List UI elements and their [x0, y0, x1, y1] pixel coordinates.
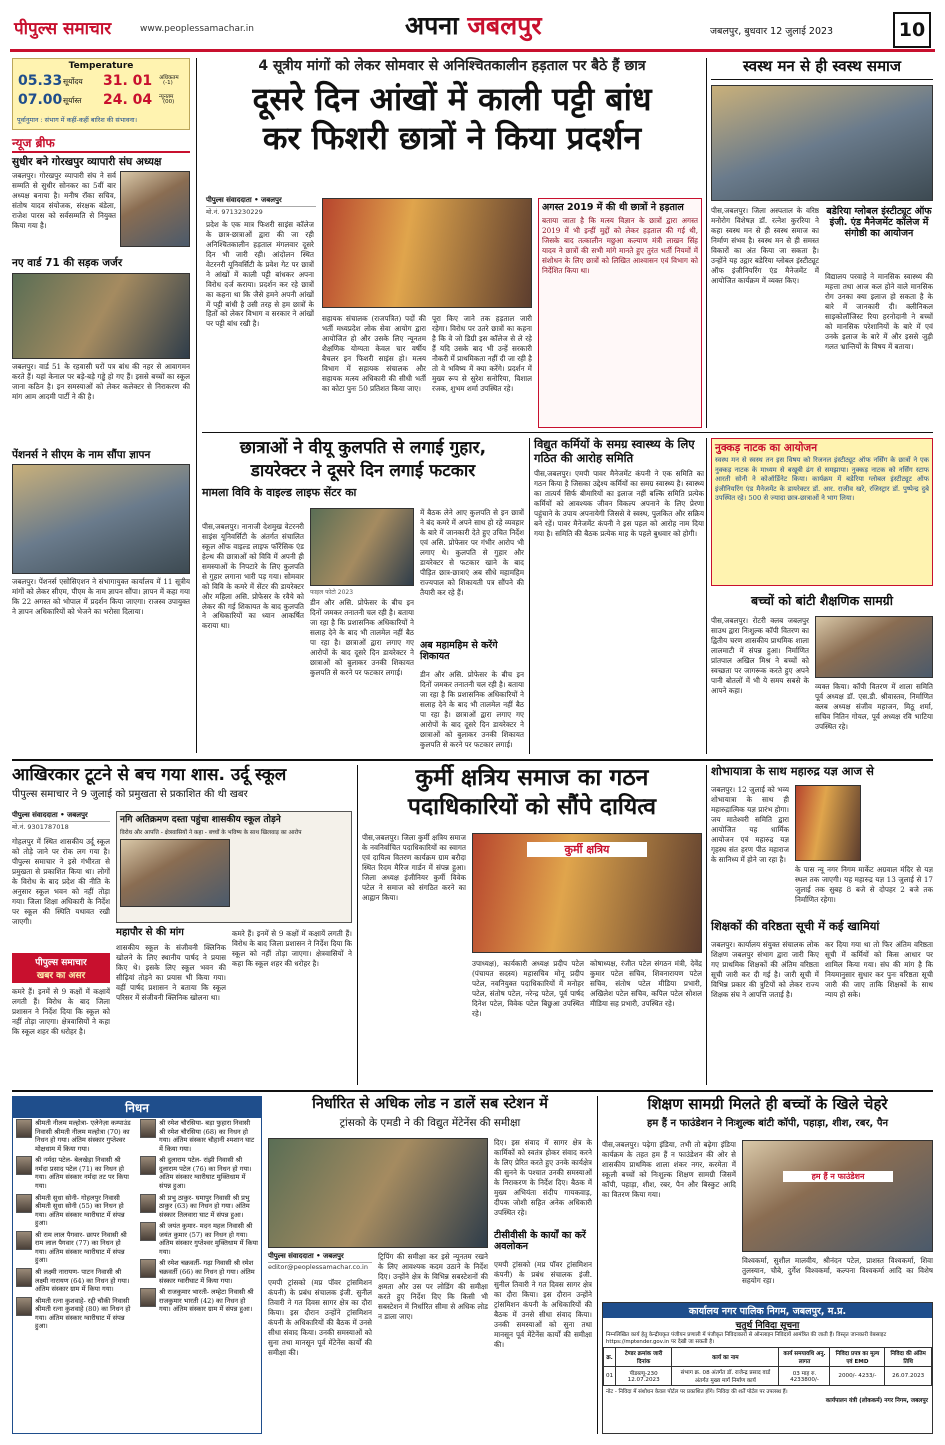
- obituary-text: श्री दुलाराम पटेल- रांझी निवासी श्री दुलाराम पटेल (76) का निधन हो गया। अंतिम संस्कार ग्वारीघाट मुक्तिधाम में संपन्न हुआ।: [159, 1156, 252, 1190]
- kurmi-headline-2: पदाधिकारियों को सौंपे दायित्व: [407, 794, 657, 821]
- load-body-col1: एमपी ट्रांसको (मप्र पॉवर ट्रांसमिशन कंपनी) के प्रबंध संचालक इंजी. सुनील तिवारी ने गत दिवस सागर क्षेत्र का दौरा किया। इस दौरान उन्होंने ट्रांसमिशन कंपनी के अधिकारियों की बैठक में उनसे सीधा संवाद किया। उनकी समस्याओं को सुना तथा मानसून पूर्व मेंटेनेंस कार्यों की समीक्षा की।: [268, 1278, 372, 1357]
- obituary-photo: [16, 1297, 32, 1316]
- tender-cell: 03 माह रु. 4233800/-: [779, 1367, 830, 1386]
- impact-stamp-sub: खबर का असर: [36, 971, 86, 981]
- tender-col: कार्य समयावधि अनु. लागत: [779, 1348, 830, 1367]
- brief-1-photo: [120, 171, 190, 247]
- masthead-rule: [10, 49, 935, 52]
- section-title: [405, 8, 542, 42]
- urdu-body-col1: गोहलपुर में स्थित शासकीय उर्दू स्कूल को तोड़े जाने पर रोक लग गया है। पीपुल्स समाचार ने इसे गंभीरता से प्रमुखता से प्रकाशित किया था। लोगों के विरोध के बाद प्रदेश की नीति के अनुसार स्कूल भवन को नहीं तोड़ा गया। जिला शिक्षा अधिकारी के निर्देश पर स्कूल की स्थिति यथावत रखी जाएगी।: [12, 837, 110, 926]
- tender-table: [603, 1347, 932, 1386]
- lead-sidebar-body: बताया जाता है कि मत्स्य विज्ञान के छात्रों द्वारा अगस्त 2019 में भी इन्हीं मुद्दों को लेकर हड़ताल की गई थी, जिसके बाद तत्कालीन मछुआ कल्याण मंत्री लाखन सिंह यादव ने छात्रों की सभी मांगे मानते हुए तुरंत भर्ती नियमों में संशोधन के लिए छात्रों को लिखित आश्वासन एवं विभाग को निर्देशित किया था।: [542, 216, 698, 275]
- obituary-text: श्री प्रभु ठाकुर- घमापुर निवासी श्री प्रभु ठाकुर (63) का निधन हो गया। अंतिम संस्कार तिलवारा घाट में संपन्न हुआ।: [159, 1193, 250, 1219]
- col-rule-5: [357, 765, 358, 1085]
- toys-caption: विश्वकर्मा, सुशील मालवीय, श्रीनंदन पटेल, प्राशस्त विश्वकर्मा, शिवा तुलस्यान, चौबे, दुर्गेश विश्वकर्मा, कल्पना विश्वकर्मा आदि का विशेष सहयोग रहा।: [742, 1256, 933, 1285]
- list-item: [140, 1119, 258, 1153]
- load-photo: [268, 1138, 488, 1248]
- tender-intro: निम्नलिखित कार्य हेतु केन्द्रीयकृत पंजीयन प्रणाली में पंजीकृत निविदाकारों से ऑनलाइन निविदायें आमंत्रित की जाती हैं। विस्तृत जानकारी वेबसाइट https://mptender.gov.in पर देखी जा सकती है।: [606, 1332, 887, 1346]
- list-item: [140, 1288, 258, 1314]
- list-item: [16, 1297, 134, 1331]
- load-byline: [268, 1252, 372, 1271]
- lead-byline-name: पीपुल्स संवाददाता • जबलपुर: [206, 196, 316, 207]
- yagya-photo: [795, 785, 861, 861]
- list-item: [140, 1156, 258, 1190]
- tender-notice: [602, 1302, 933, 1434]
- vc-subheadline: मामला विवि के वाइल्ड लाइफ सेंटर का: [202, 486, 357, 500]
- urdu-body-col1b: [12, 987, 110, 1085]
- kurmi-body-col3: कोषाध्यक्ष, रंजीत पटेल संगठन मंत्री, देवेंद्र कुमार पटेल सचिव, शिवनारायण पटेल सचिव, संतोष पटेल मीडिया प्रभारी, अखिलेश पटेल सचिव, कपिल पटेल सोशल मीडिया सह प्रभारी, उपस्थित रहे।: [590, 959, 702, 1008]
- list-item: [16, 1231, 134, 1265]
- seniority-body-col2: कर दिया गया था तो फिर अंतिम वरिष्ठता सूची में कर्मियों को किस आधार पर शामिल किया गया। संघ की मांग है कि नियमानुसार सुधार कर पुनः वरिष्ठता सूची जारी की जाए ताकि शिक्षकों के साथ न्याय हो सके।: [825, 940, 933, 999]
- tender-cell: 01: [604, 1367, 616, 1386]
- health-story: [711, 58, 933, 428]
- list-item: [16, 1156, 134, 1190]
- dateline: जबलपुर, बुधवार 12 जुलाई 2023: [710, 26, 834, 37]
- obituary-box: [12, 1096, 262, 1434]
- tender-cell: पीडब्ल्यू-230 12.07.2023: [616, 1367, 672, 1386]
- kids-headline: बच्चों को बांटी शैक्षणिक सामग्री: [751, 593, 893, 608]
- urdu-subheadline: पीपुल्स समाचार ने 9 जुलाई को प्रमुखता से प्रकाशित की थी खबर: [12, 789, 248, 801]
- tender-footer: नोट - निविदा में संशोधन केवल पोर्टल पर प्रकाशित होंगे। निविदा की शर्तें पोर्टल पर उपलब्ध हैं।: [606, 1389, 788, 1396]
- obituary-text: श्री रमेश चौरसिया- बड़ा फुहारा निवासी श्री रमेश चौरसिया (68) का निधन हो गया। अंतिम संस्कार चौहानी श्मशान घाट में किया गया।: [159, 1119, 255, 1153]
- obituary-text: श्री रमेश चक्रवर्ती- गढ़ा निवासी श्री रमेश चक्रवर्ती (66) का निधन हो गया। अंतिम संस्कार ग्वारीघाट में किया गया।: [159, 1259, 255, 1285]
- urdu-byline-name: पीपुल्स संवाददाता • जबलपुर: [12, 811, 110, 822]
- load-byline-email[interactable]: editor@peoplessamachar.co.in: [268, 1263, 368, 1271]
- forecast: पूर्वानुमान : संभाग में कहीं-कहीं बारिश की संभावना।: [17, 116, 138, 124]
- kurmi-body-col2: उपाध्यक्ष), कार्यकारी अध्यक्ष प्रदीप पटेल (पंचायत सदस्य) महासचिव मोनू प्रदीप पटेल, नवनियुक्त पदाधिकारियों में मनोहर पटेल, संतोष पटेल, नरेन्द्र पटेल, पूर्व पार्षद दिनेश पटेल, विवेक पटेल बिछुआ उपस्थित रहे।: [472, 959, 584, 1018]
- vc-story: [202, 438, 524, 754]
- weather-box: [12, 58, 190, 130]
- sunset-label: सूर्यास्त: [63, 96, 82, 105]
- table-row: [604, 1367, 932, 1386]
- list-item: [140, 1259, 258, 1285]
- lead-story: [202, 58, 702, 428]
- kurmi-body-col1: पीस,जबलपुर। जिला कुर्मी क्षत्रिय समाज के नवनिर्वाचित पदाधिकारियों का स्वागत एवं दायित्व वितरण कार्यक्रम ग्राम बरौदा स्थित रिदम मैरिज गार्डन में संपन्न हुआ। जिला अध्यक्ष इंजीनियर कुर्मी विवेक पटेल ने समाज को संगठित करने का आह्वान किया।: [362, 833, 466, 902]
- obituary-text: श्री नर्मदा पटेल- बेलखेड़ा निवासी श्री नर्मदा प्रसाद पटेल (71) का निधन हो गया। अंतिम संस्कार नर्मदा तट पर किया गया।: [35, 1156, 129, 1190]
- lead-kicker: 4 सूत्रीय मांगों को लेकर सोमवार से अनिश्चितकालीन हड़ताल पर बैठे हैं छात्र: [258, 58, 646, 74]
- brief-1-body: जबलपुर। गोरखपुर व्यापारी संघ ने सर्व सम्मति से सुधीर सोनकर का 5वीं बार अध्यक्ष बनाया है। मनीष रॉका सचिव, संतोष यादव संयोजक, संरक्षक बंडेला, राजेश पारस को सर्वसम्मति से नियुक्त किया गया है।: [12, 171, 116, 231]
- toys-headline: शिक्षण सामग्री मिलते ही बच्चों के खिले चेहरे: [647, 1095, 888, 1113]
- toys-body: पीस,जबलपुर। पढ़ेगा इंडिया, तभी तो बढ़ेगा इंडिया कार्यक्रम के तहत हम हैं न फाउंडेशन की ओर से शासकीय प्राथमिक शाला शंकर नगर, करमेता में स्कूली बच्चों को निःशुल्क शिक्षण सामग्री जिसमें कॉपी, पहाड़ा, शीश, रबर, पैन और बिस्कुट आदि का वितरण किया गया।: [602, 1140, 736, 1199]
- kids-photo: [815, 616, 933, 678]
- sunset-time: 07.00: [18, 92, 63, 108]
- yagya-story: [711, 765, 933, 915]
- kurmi-story: [362, 765, 702, 1085]
- load-headline: निर्धारित से अधिक लोड न डालें सब स्टेशन में: [312, 1096, 548, 1112]
- min-delta: (00): [163, 99, 175, 105]
- brief-2-body: जबलपुर। वार्ड 51 के रहवासी घरों पत्र बांध की नहर से आवागमन करते हैं। यहां केनाल पर बड़े-बड़े गड्ढे हो गए हैं। इससे बच्चों का स्कूल जाना कठिन है। इन समस्याओं को लेकर कलेक्टर से निराकरण की मांग आम आदमी पार्टी ने की है।: [12, 361, 190, 401]
- vc-sub-box: अब महामहिम से करेंगे शिकायत: [420, 640, 498, 663]
- sunrise-label: सूर्योदय: [63, 77, 83, 86]
- kurmi-banner: कुर्मी क्षत्रिय: [527, 842, 647, 857]
- toys-photo: [742, 1140, 933, 1252]
- kurmi-headline-1: कुर्मी क्षत्रिय समाज का गठन: [415, 765, 649, 791]
- vc-body-col3a: में बैठक लेने आए कुलपति से इन छात्रों ने बंद कमरे में अपने साथ हो रहे व्यवहार के बारे में जानकारी देते हुए उचित निर्देश एवं असि. प्रोफेसर पर गंभीर आरोप भी लगाए थे। कुलपति से गुहार और डायरेक्टर से फटकार खाने के बाद पीड़ित छात्र-छात्राएं अब सीधे महामहिम राज्यपाल को शिकायती पत्र सौंपने की तैयारी कर रहे हैं।: [420, 508, 524, 597]
- lead-body-col2: सहायक संचालक (राजपत्रित) पदों की भर्ती मध्यप्रदेश लोक सेवा आयोग द्वारा आयोजित हो और उसके लिए न्यूनतम शैक्षणिक योग्यता केवल चार वर्षीय बैचलर इन फिशरी साइंस हो। मत्स्य विभाग में सहायक संचालक और सहायक मत्स्य अधिकारी की सीधी भर्ती का कोटा पुनः 50 प्रतिशत किया जाए।: [322, 314, 426, 393]
- obituary-photo: [140, 1259, 156, 1278]
- news-brief-title: न्यूज ब्रीफ: [12, 134, 190, 153]
- obituary-photo: [16, 1268, 32, 1287]
- obituary-photo: [16, 1119, 32, 1138]
- brief-3-body: जबलपुर। पेंशनर्स एसोसिएशन ने संभागायुक्त कार्यालय में 11 सूत्रीय मांगों को लेकर सीएम, पीएम के नाम ज्ञापन सौंपा। ज्ञापन में कहा गया कि 22 अगस्त को भोपाल में प्रदर्शन किया जाएगा। राजस्व उपायुक्त ने ज्ञापन अधिकारियों को भेजने का भरोसा दिलाया।: [12, 577, 190, 616]
- health-photo: [711, 85, 933, 201]
- vc-body-col3b: [420, 670, 524, 754]
- load-subheadline: ट्रांसको के एमडी ने की विद्युत मेंटेनेंस की समीक्षा: [339, 1117, 521, 1130]
- lead-byline: [206, 196, 316, 216]
- brief-2-photo: [12, 273, 190, 359]
- employee-body: पीस,जबलपुर। एमपी पावर मैनेजमेंट कंपनी ने एक समिति का गठन किया है जिसका उद्देश्य कर्मियों का समग्र स्वास्थ्य है। स्वास्थ्य का तात्पर्य सिर्फ बीमारियों का इलाज नहीं बल्कि समिति प्रत्येक कर्मियों को आवश्यक जीवन विकल्प अपनाने के लिए प्रेरणा पहुंचाने के उपाय अपनायेगी जिससे वे स्वस्थ, पुलकित और सक्रिय बने रहें। पावर मैनेजमेंट कंपनी ने इस पहल को आरोह नाम दिया गया है। समिति की बैठक प्रत्येक माह के पहले बुधवार को होगी।: [534, 469, 704, 538]
- row-rule-3: [12, 1090, 933, 1092]
- kids-body-col1: पीस,जबलपुर। रोटरी क्लब जबलपुर साउथ द्वारा निःशुल्क कॉपी वितरण का द्वितीय चरण शासकीय प्राथमिक शाला लालमाटी में संपन्न हुआ। निर्माणित प्रांतपाल अखिल मिश्र ने बच्चों को स्वच्छता पर जागरूक करते हुए अपने पानी बोतलों में भी ये समय सबसे के आपने कहा।: [711, 616, 809, 695]
- seniority-story: [711, 920, 933, 1085]
- brief-1-headline: सुधीर बने गोरखपुर व्यापारी संघ अध्यक्ष: [12, 156, 162, 168]
- obituary-text: श्री राम लाल पैगवार- छापर निवासी श्री राम लाल पैगवार (77) का निधन हो गया। अंतिम संस्कार ग्वारीघाट में संपन्न हुआ।: [35, 1230, 127, 1265]
- news-brief-column: [12, 134, 190, 754]
- drama-box: [711, 438, 933, 586]
- lead-headline-2: कर फिशरी छात्रों ने किया प्रदर्शन: [262, 119, 642, 158]
- clip-sub: विरोध और आपत्ति - क्षेत्रवासियों ने कहा - बच्चों के भविष्य के साथ खिलवाड़ का आरोप: [120, 829, 302, 836]
- col-rule-4: [706, 438, 707, 754]
- load-body-col3b-text: एमपी ट्रांसको (मप्र पॉवर ट्रांसमिशन कंपनी) के प्रबंध संचालक इंजी. सुनील तिवारी ने गत दिवस सागर क्षेत्र का दौरा किया। इस दौरान उन्होंने ट्रांसमिशन कंपनी के अधिकारियों की बैठक में उनसे सीधा संवाद किया। उनकी समस्याओं को सुना तथा मानसून पूर्व मेंटेनेंस कार्यों की समीक्षा की।: [494, 1260, 592, 1349]
- drama-title: नुक्कड़ नाटक का आयोजन: [715, 442, 818, 454]
- kids-body-col2: व्यक्त किया। कॉपी वितरण में शाला समिति पूर्व अध्यक्ष डॉ. एस.डी. श्रीवास्तव, निर्माणित क्लब अध्यक्ष संजीव महाजन, मिठू शर्मा, सचिव नितिन गोयल, पूर्व अध्यक्ष रवि भाटिया उपस्थित रहे।: [815, 682, 933, 731]
- tender-header: कार्यालय नगर पालिक निगम, जबलपुर, म.प्र.: [603, 1303, 932, 1318]
- impact-stamp-title: पीपुल्स समाचार: [35, 958, 87, 968]
- lead-byline-phone: मो.नं. 9713230229: [206, 208, 263, 216]
- col-rule-2: [706, 58, 707, 428]
- drama-body: स्वस्थ मन से स्वस्थ तन इस विषय को रिजनल इंस्टीट्यूट ऑफ नर्सिंग के छात्रों ने एक नुक्कड़ नाटक के माध्यम से बखूबी ढंग से समझाया। नुक्कड़ नाटक को नर्सिंग स्टाफ आरती सोनी ने कोऑर्डिनेट किया। कार्यक्रम में बडेरिया ग्लोबल इंस्टीट्यूट ऑफ इंजीनियरिंग एंड मैनेजमेंट के डायरेक्टर डॉ. आर. राजीव खरे, रजिस्ट्रार डॉ. पुष्पेन्द्र दुबे उपस्थित रहे। 500 से ज्यादा छात्र-छात्राओं ने भाग लिया।: [715, 456, 929, 502]
- section-title-black: अपना: [405, 11, 459, 40]
- tender-cell: 2000/- 4233/-: [830, 1367, 885, 1386]
- yagya-headline: शोभायात्रा के साथ महारुद्र यज्ञ आज से: [711, 764, 874, 778]
- col-rule-3: [529, 438, 530, 754]
- lead-body-col1: प्रदेश के एक मात्र फिशरी साइंस कॉलेज के छात्र-छात्राओं द्वारा की जा रही अनिश्चितकालीन हड़ताल मंगलवार दूसरे दिन भी जारी रही। आंदोलन स्थित वेटरनरी यूनिवर्सिटी के प्रवेश गेट पर छात्रों ने आंखों में काली पट्टी बांधकर अपना विरोध दर्ज कराया। प्रदर्शन कर रहे छात्रों का कहना था कि जैसे हमने अपनी आंखों में पट्टी बांधी है उसी तरह से हम छात्रों के हितों को लेकर विभाग व सरकार ने आंखों पर पट्टी बांध रखी है।: [206, 220, 314, 329]
- list-item: [140, 1222, 258, 1256]
- obituary-text: श्रीमती रत्ना कुशवाहे- रद्दी चौकी निवासी श्रीमती रत्ना कुशवाहे (80) का निधन हो गया। अंतिम संस्कार ग्वारीघाट में संपन्न हुआ।: [35, 1296, 131, 1331]
- obituary-title: निधन: [13, 1097, 261, 1118]
- obituary-photo: [140, 1222, 156, 1241]
- list-item: [16, 1194, 134, 1228]
- toys-photo-sign: हम हैं न फाउंडेशन: [783, 1171, 893, 1182]
- paper-logo[interactable]: [14, 16, 111, 39]
- tender-cell: संभाग क्र. 08 अंतर्गत डॉ. राजेन्द्र प्रसाद वार्ड अंतर्गत मुख्य मार्ग निर्माण कार्य: [672, 1367, 779, 1386]
- paper-name: पीपुल्स समाचार: [14, 19, 112, 39]
- list-item: [140, 1194, 258, 1220]
- max-temp: 31. 01: [103, 73, 153, 89]
- urdu-byline: [12, 811, 110, 831]
- vc-photo-caption: फाइल फोटो 2023: [310, 589, 354, 596]
- urdu-body-col1b-text: कमरे हैं। इनमें से 9 कक्षों में कक्षायें लगती हैं। विरोध के बाद जिला प्रशासन ने निर्देश दिया कि स्कूल को नहीं तोड़ा जाएगा। क्षेत्रवासियों ने कहा कि स्कूल शहर की धरोहर है।: [12, 987, 110, 1036]
- yagya-body-col2: के पास न्यू नगर निगम मार्केट अग्रवाल मंदिर से यज्ञ स्थल तक जाएगी। यह महारुद्र यज्ञ 13 जुलाई से 17 जुलाई तक सुबह 8 बजे से दोपहर 2 बजे तक निर्माणित रहेगा।: [795, 865, 933, 904]
- load-body-col3b: [494, 1260, 592, 1434]
- brief-3-headline: पेंशनर्स ने सीएम के नाम सौंपा ज्ञापन: [12, 448, 151, 461]
- toys-story: [602, 1096, 933, 1296]
- row-rule-2: [12, 759, 933, 761]
- tender-cell: 26.07.2023: [885, 1367, 932, 1386]
- section-title-red: जबलपुर: [467, 11, 542, 40]
- tender-col: क्र.: [604, 1348, 616, 1367]
- obituary-photo: [16, 1156, 32, 1175]
- toys-subheadline: हम हैं न फाउंडेशन ने निःशुल्क बांटी कॉपी, पहाड़ा, शीश, रबर, पैन: [646, 1117, 889, 1129]
- tender-col: निविदा प्रपत्र का मूल्य एवं EMD: [830, 1348, 885, 1367]
- col-rule-1: [196, 58, 197, 753]
- brief-2-headline: नए वार्ड 71 की सड़क जर्जर: [12, 257, 123, 270]
- masthead: [0, 0, 945, 52]
- clip-headline: नगि अतिक्रमण दस्ता पहुंचा शासकीय स्कूल तोड़ने: [120, 815, 281, 825]
- list-item: [16, 1268, 134, 1294]
- brief-3-photo: [12, 464, 190, 574]
- urdu-sub-box: महापौर से की मांग: [116, 927, 184, 938]
- vc-body-col1: पीस,जबलपुर। नानाजी देशमुख वेटरनरी साइंस यूनिवर्सिटी के अंतर्गत संचालित स्कूल ऑफ वाइल्ड लाइफ फॉरेंसिक एंड हेल्थ की छात्राओं को विवि में अपनी ही समस्याओं के निपटारे के लिए कुलपति से गुहार लगाना भारी पड़ गया। सोमवार को विवि के कमरे में सेंटर की डायरेक्टर और महिला असि. प्रोफेसर के रवैये को लेकर की गई शिकायत के बाद कुलपति ने अधिकारियों का ध्यान आकर्षित कराया था।: [202, 522, 304, 631]
- health-body-col1: पीस,जबलपुर। जिला अस्पताल के वरिष्ठ मनोरोग विशेषज्ञ डॉ. रत्नेश कुररिया ने कहा स्वस्थ मन से ही स्वस्थ समाज का निर्माण संभव है। स्वस्थ मन से ही समस्त विकारों का अंत किया जा सकता है। उन्होंने यह उद्गार बडेरिया ग्लोबल इंस्टीट्यूट ऑफ इंजीनियरिंग एंड मैनेजमेंट में आयोजित कार्यक्रम में व्यक्त किए।: [711, 206, 819, 285]
- impact-stamp: [12, 953, 110, 983]
- vc-body-col2: डीन और असि. प्रोफेसर के बीच इन दिनों जमकर तनातनी चल रही है। बताया जा रहा है कि प्रशासनिक अधिकारियों ने सलाह देने के बाद भी तालमेल नहीं बैठ पा रहा है। छात्राओं द्वारा लगाए गए आरोपों के बाद दूसरे दिन डायरेक्टर ने छात्राओं को बुलाकर उनकी शिकायत कुलपति से करने पर फटकार लगाई।: [310, 598, 414, 677]
- health-body-col2: विद्यालय परवाहे ने मानसिक स्वास्थ्य की महत्ता तथा आज कल होने वाले मानसिक रोग उनका क्या इलाज हो सकता है के बारे में जानकारी दी। क्लीनिकल साइकोलॉजिस्ट रिया हरनोदानी ने बच्चों को मानसिक परेशानियों के बारे में एवं उनके इलाज के बारे में और इससे जुड़ी गलत भ्रान्तियों के विषय में बताया।: [825, 272, 933, 351]
- urdu-body-col2: शासकीय स्कूल के संजीवनी क्लिनिक खोलने के लिए स्थानीय पार्षद ने प्रयास किए थे। इसके लिए स्कूल भवन की सीढ़ियां तोड़ने का प्रयास भी किया गया। वहीं पार्षद प्रशासन ने बताया कि स्कूल परिसर में संजीवनी क्लिनिक खोलना था।: [116, 943, 226, 1002]
- min-temp: 24. 04: [103, 92, 153, 108]
- list-item: [16, 1119, 134, 1153]
- tender-title: चतुर्थ निविदा सूचना: [735, 1321, 800, 1331]
- seniority-headline: शिक्षकों की वरिष्ठता सूची में कई खामियां: [711, 919, 880, 933]
- urdu-headline: आखिरकार टूटने से बच गया शास. उर्दू स्कूल: [12, 765, 287, 785]
- website-link[interactable]: www.peoplessamachar.in: [140, 24, 254, 34]
- vc-headline-1: छात्राओं ने वीयू कुलपति से लगाई गुहार,: [239, 438, 487, 458]
- tender-col: टेण्डर क्रमांक जारी दिनांक: [616, 1348, 672, 1367]
- obituary-col2: [140, 1119, 258, 1433]
- obituary-photo: [16, 1194, 32, 1213]
- load-body-col2: ट्रिपिंग की समीक्षा कर इसे न्यूनतम रखने के लिए आवश्यक कदम उठाने के निर्देश दिए। उन्होंने क्षेत्र के विभिन्न सबस्टेशनों की क्षमता और उस पर लोडिंग की समीक्षा करते हुए निर्देश दिए कि किसी भी सबस्टेशन में निर्धारित सीमा से अधिक लोड न डाला जाए।: [378, 1252, 488, 1321]
- employee-story: [534, 438, 704, 754]
- vc-photo: [310, 508, 414, 586]
- obituary-text: श्रीमती सुधा सोनी- गोहलपुर निवासी श्रीमती सुधा सोनी (55) का निधन हो गया। अंतिम संस्कार ग्वारीघाट में संपन्न हुआ।: [35, 1193, 125, 1228]
- clip-photo: [120, 839, 230, 907]
- load-body-col3a: दिए। इस संवाद में सागर क्षेत्र के कार्मिकों को स्वतंत्र होकर संवाद करने के लिए प्रेरित करते हुए उनके कार्यक्षेत्र की सुनने के पश्चात उनकी समस्याओं के निराकरण के निर्देश दिए। बैठक में मुख्य अभियंता संदीप गायकवाड़, दीपक जोशी सहित अनेक अधिकारी उपस्थित रहे।: [494, 1138, 592, 1217]
- sunrise-time: 05.33: [18, 73, 63, 89]
- row-rule-1: [202, 432, 933, 433]
- obituary-text: श्रीमती नीलम मल्होत्रा- एलेनेज़ा कम्पाउंड निवासी श्रीमती नीलम मल्होत्रा (70) का निधन हो गया। अंतिम संस्कार गुप्तेश्वर मोक्षधाम में किया गया।: [35, 1119, 131, 1153]
- yagya-body-col1: जबलपुर। 12 जुलाई को भव्य शोभायात्रा के साथ ही महारुद्रात्मिक यज्ञ प्रारंभ होगा। जय मातेश्वरी समिति द्वारा आयोजित यह धार्मिक आयोजन एवं महारुद्र यज्ञ गृहस्थ संत हरण पीठ महाराज के सानिध्य में होने जा रहा है।: [711, 785, 789, 864]
- kurmi-photo: [472, 833, 702, 953]
- col-rule-6: [706, 765, 707, 1085]
- vc-body-col3b-text: डीन और असि. प्रोफेसर के बीच इन दिनों जमकर तनातनी चल रही है। बताया जा रहा है कि प्रशासनिक अधिकारियों ने सलाह देने के बाद भी तालमेल नहीं बैठ पा रहा है। छात्राओं द्वारा लगाए गए आरोपों के बाद दूसरे दिन डायरेक्टर ने छात्राओं को बुलाकर उनकी शिकायत कुलपति से करने पर फटकार लगाई।: [420, 670, 524, 749]
- obituary-text: श्री लक्ष्मी नारायण- पाटन निवासी श्री लक्ष्मी नारायण (64) का निधन हो गया। अंतिम संस्कार ग्राम में किया गया।: [35, 1268, 130, 1294]
- obituary-col1: [16, 1119, 134, 1433]
- lead-photo: [322, 198, 532, 308]
- max-delta: (-1): [163, 80, 173, 86]
- tender-header-row: [604, 1348, 932, 1367]
- obituary-photo: [140, 1194, 156, 1213]
- news-clipping: [116, 811, 352, 923]
- weather-title: Temperature: [68, 61, 134, 71]
- page-number: 10: [893, 12, 931, 48]
- tender-col: निविदा की अंतिम तिथि: [885, 1348, 932, 1367]
- lead-headline-1: दूसरे दिन आंखों में काली पट्टी बांध: [252, 79, 652, 118]
- employee-headline: विद्युत कर्मियों के समग्र स्वास्थ्य के लिए गठित की आरोह समिति: [534, 437, 695, 465]
- urdu-story: [12, 765, 352, 1085]
- load-sub-box: टीसीवीसी के कार्यों का करें अवलोकन: [494, 1230, 586, 1253]
- lead-body-col3: पूरा किए जाने तक हड़ताल जारी रहेगा। विरोध पर उतरे छात्रों का कहना है कि वे जो डिग्री इस कॉलेज से ले रहे हैं यदि उसके बाद भी उन्हें सरकारी नौकरी में प्राथमिकता नहीं दी जा रही है तो वे भविष्य में क्या करेंगे। प्रदर्शन में मुख्य रूप से सुरेश सनोरिया, विशाल रजक, शुभम शर्मा उपस्थित रहे।: [432, 314, 532, 393]
- obituary-photo: [140, 1119, 156, 1138]
- obituary-photo: [16, 1231, 32, 1250]
- seniority-body-col1: जबलपुर। कार्यालय संयुक्त संचालक लोक शिक्षण जबलपुर संभाग द्वारा जारी किए गए प्राथमिक शिक्षकों की अंतिम वरिष्ठता सूची जारी कर दी गई है। जारी सूची में विभिन्न प्रकार की त्रुटियों को लेकर राज्य शिक्षक संघ ने आपत्ति जताई है।: [711, 940, 819, 999]
- min-label: न्यूनतम: [159, 94, 174, 100]
- obituary-photo: [140, 1156, 156, 1175]
- lead-sidebar-title: अगस्त 2019 में की थी छात्रों ने हड़ताल: [542, 202, 684, 213]
- max-label: अधिकतम: [159, 75, 179, 81]
- load-byline-name: पीपुल्स संवाददाता • जबलपुर: [268, 1252, 372, 1263]
- health-subheadline: बडेरिया ग्लोबल इंस्टीट्यूट ऑफ इंजी. एंड मैनेजमेंट कॉलेज में संगोष्ठी का आयोजन: [826, 206, 932, 240]
- tender-signature: कार्यपालन यंत्री (लोककर्म) नगर निगम, जबलपुर: [825, 1398, 928, 1405]
- urdu-byline-phone: मो.नं. 9301787018: [12, 823, 69, 831]
- health-headline: स्वस्थ मन से ही स्वस्थ समाज: [711, 58, 933, 80]
- lead-sidebar: [538, 198, 702, 428]
- obituary-text: श्री राजकुमार भारती- लम्हेटा निवासी श्री राजकुमार भारती (42) का निधन हो गया। अंतिम संस्कार ग्राम में संपन्न हुआ।: [159, 1288, 254, 1314]
- kids-story: [711, 594, 933, 754]
- urdu-body-col3: कमरे हैं। इनमें से 9 कक्षों में कक्षायें लगती हैं। विरोध के बाद जिला प्रशासन ने निर्देश दिया कि स्कूल को नहीं तोड़ा जाएगा। क्षेत्रवासियों ने कहा कि स्कूल शहर की धरोहर है।: [232, 929, 352, 968]
- tender-col: कार्य का नाम: [672, 1348, 779, 1367]
- load-story: [268, 1096, 592, 1434]
- obituary-text: श्री जयंत कुमार- मदन महल निवासी श्री जयंत कुमार (57) का निधन हो गया। अंतिम संस्कार गुप्तेश्वर मुक्तिधाम में किया गया।: [159, 1222, 258, 1256]
- col-rule-7: [597, 1096, 598, 1434]
- obituary-photo: [140, 1288, 156, 1307]
- vc-headline-2: डायरेक्टर ने दूसरे दिन लगाई फटकार: [250, 461, 476, 482]
